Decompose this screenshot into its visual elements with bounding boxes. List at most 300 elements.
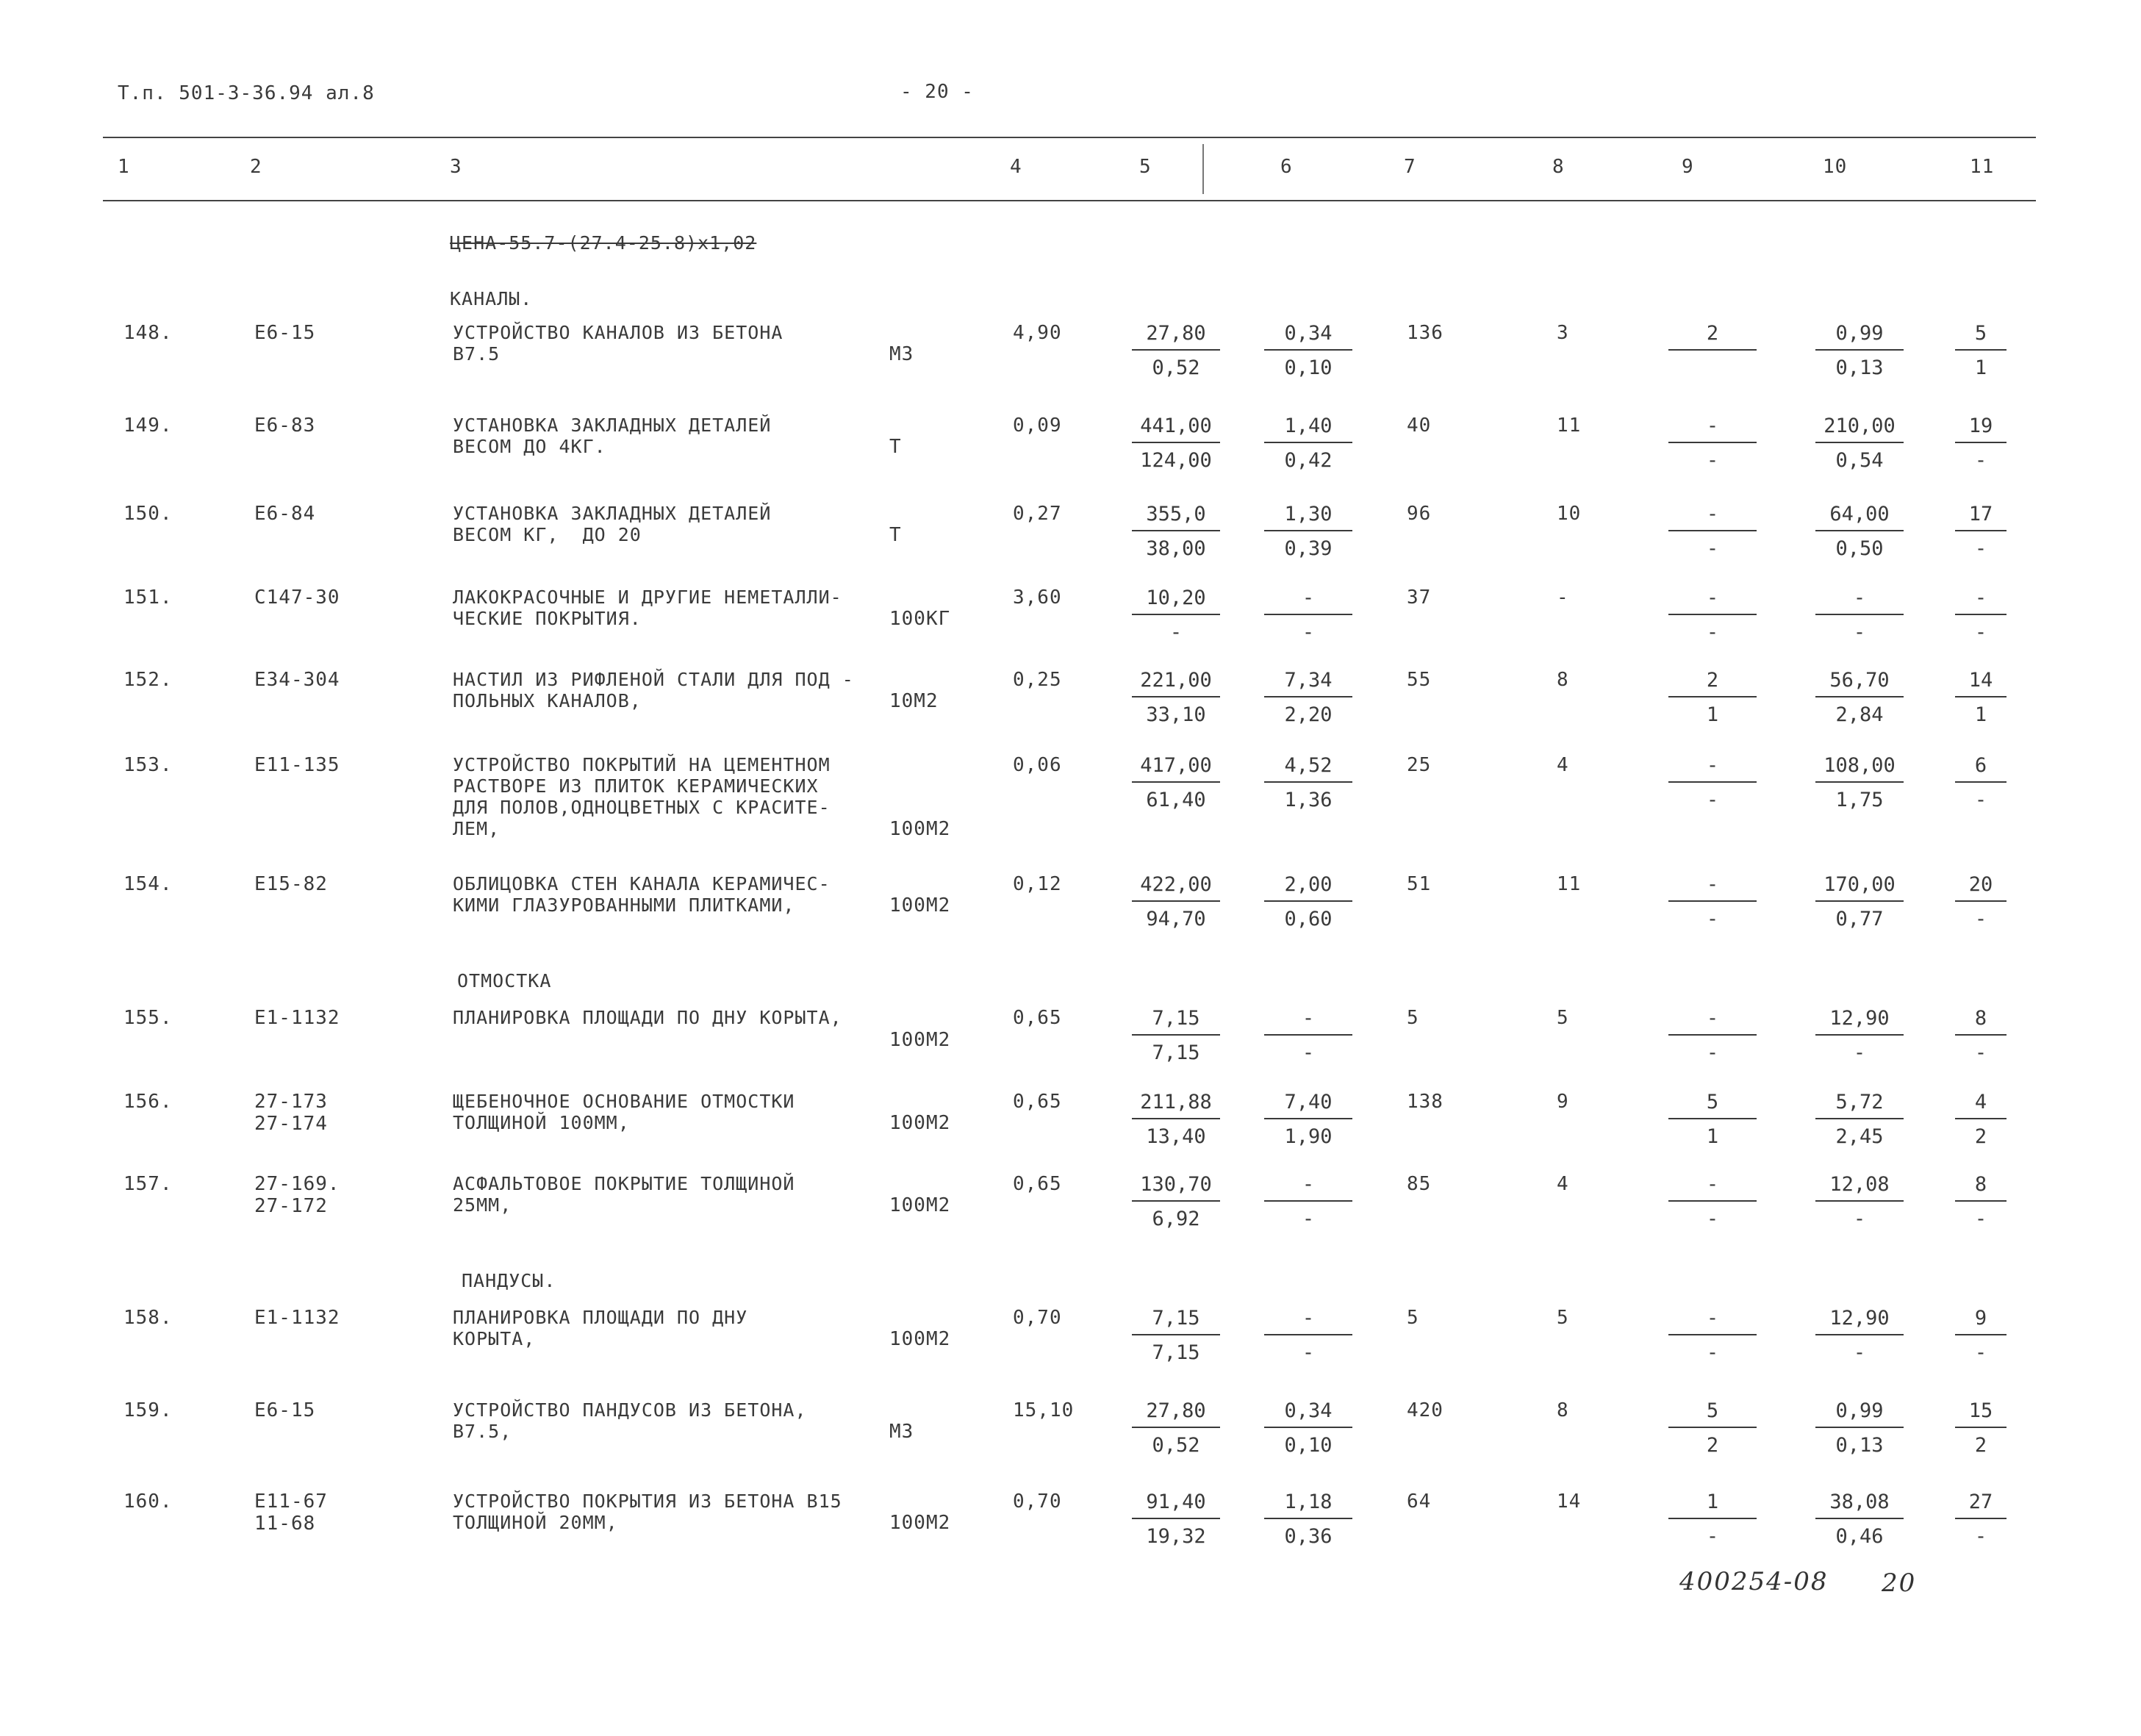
- unit-of-measure: Т: [889, 436, 902, 458]
- column-8-value: 4: [1557, 1173, 1569, 1195]
- work-description: [453, 1091, 795, 1133]
- description-line: ТОЛЩИНОЙ 20ММ,: [453, 1512, 618, 1533]
- column-10-value-bottom: -: [1853, 1208, 1866, 1230]
- work-description: [453, 873, 831, 916]
- column-9-value: [1668, 1399, 1757, 1457]
- row-number: 157.: [123, 1173, 173, 1195]
- labor-value: 37: [1407, 587, 1432, 609]
- cost-machines-top: 2,00: [1264, 873, 1352, 902]
- cost-machines-top: -: [1264, 587, 1352, 615]
- column-9-value-top: 5: [1668, 1399, 1757, 1428]
- column-8-value: 9: [1557, 1091, 1569, 1113]
- unit-of-measure: М3: [889, 343, 914, 365]
- column-9-value-bottom: -: [1706, 1341, 1719, 1364]
- column-10-value-top: -: [1815, 587, 1904, 615]
- cost-total-top: 422,00: [1132, 873, 1220, 902]
- column-header-3: 3: [450, 156, 462, 178]
- description-line: 25ММ,: [453, 1194, 512, 1216]
- description-line: УСТРОЙСТВО ПАНДУСОВ ИЗ БЕТОНА,: [453, 1399, 807, 1421]
- description-line: ЛАКОКРАСОЧНЫЕ И ДРУГИЕ НЕМЕТАЛЛИ-: [453, 587, 842, 608]
- column-9-value-bottom: 1: [1706, 703, 1719, 726]
- work-description: [453, 1007, 842, 1028]
- column-9-value-bottom: -: [1706, 789, 1719, 811]
- header-top-rule: [103, 137, 2036, 138]
- cost-machines-top: -: [1264, 1307, 1352, 1335]
- column-header-1: 1: [118, 156, 130, 178]
- quantity: 0,65: [1013, 1007, 1062, 1029]
- cost-machines-top: 1,18: [1264, 1491, 1352, 1519]
- row-number: 154.: [123, 873, 173, 895]
- cost-total: [1132, 322, 1220, 379]
- column-11-value: [1955, 669, 2006, 726]
- unit-of-measure: 100КГ: [889, 608, 951, 630]
- column-header-10: 10: [1823, 156, 1848, 178]
- cost-total-top: 91,40: [1132, 1491, 1220, 1519]
- column-8-value: 8: [1557, 1399, 1569, 1421]
- description-line: УСТРОЙСТВО ПОКРЫТИЯ ИЗ БЕТОНА В15: [453, 1491, 842, 1512]
- section-heading-pandusy: ПАНДУСЫ.: [462, 1270, 556, 1291]
- column-9-value-top: -: [1668, 1307, 1757, 1335]
- cost-total: [1132, 415, 1220, 472]
- rate-code: 27-169.: [254, 1173, 340, 1195]
- cost-machines: [1264, 415, 1352, 472]
- cost-total-bottom: 6,92: [1152, 1208, 1200, 1230]
- column-9-value: [1668, 322, 1757, 356]
- column-9-value: [1668, 503, 1757, 560]
- cost-total-top: 7,15: [1132, 1007, 1220, 1036]
- description-line: РАСТВОРЕ ИЗ ПЛИТОК КЕРАМИЧЕСКИХ: [453, 775, 819, 797]
- column-11-bottom: -: [1974, 1525, 1987, 1548]
- column-9-value-top: -: [1668, 503, 1757, 531]
- cost-machines-bottom: 0,10: [1284, 356, 1333, 379]
- column-10-value: [1815, 322, 1904, 379]
- cost-total-bottom: 7,15: [1152, 1341, 1200, 1364]
- rate-code: 27-173: [254, 1091, 328, 1113]
- row-number: 160.: [123, 1491, 173, 1513]
- cost-total-bottom: 38,00: [1146, 537, 1206, 560]
- labor-value: 420: [1407, 1399, 1444, 1421]
- column-10-value-bottom: -: [1853, 621, 1866, 644]
- cost-total: [1132, 1399, 1220, 1457]
- column-header-8: 8: [1552, 156, 1565, 178]
- cost-machines: [1264, 754, 1352, 811]
- column-9-value: [1668, 1091, 1757, 1148]
- column-9-value-top: -: [1668, 1173, 1757, 1202]
- column-9-value-top: 1: [1668, 1491, 1757, 1519]
- rate-code: Е1-1132: [254, 1307, 340, 1329]
- cost-total-top: 27,80: [1132, 322, 1220, 351]
- column-11-bottom: -: [1974, 789, 1987, 811]
- unit-of-measure: 100М2: [889, 1194, 951, 1216]
- column-10-value-top: 108,00: [1815, 754, 1904, 783]
- description-line: ЛЕМ,: [453, 818, 501, 839]
- cost-total-top: 221,00: [1132, 669, 1220, 697]
- document-code: Т.п. 501-3-36.94 ал.8: [118, 82, 375, 104]
- cost-machines-bottom: -: [1302, 1208, 1315, 1230]
- section-heading-kanaly: КАНАЛЫ.: [450, 288, 533, 309]
- cost-machines-bottom: 0,60: [1284, 908, 1333, 930]
- column-9-value: [1668, 669, 1757, 726]
- column-11-value: [1955, 1307, 2006, 1364]
- cost-machines-bottom: -: [1302, 1041, 1315, 1064]
- quantity: 0,25: [1013, 669, 1062, 691]
- column-9-value-top: -: [1668, 415, 1757, 443]
- column-header-2: 2: [250, 156, 262, 178]
- column-8-value: 5: [1557, 1007, 1569, 1029]
- cost-total: [1132, 587, 1220, 644]
- cost-machines-bottom: -: [1302, 621, 1315, 644]
- rate-code: Е11-135: [254, 754, 340, 776]
- row-number: 152.: [123, 669, 173, 691]
- cost-total-top: 211,88: [1132, 1091, 1220, 1119]
- cost-machines-top: -: [1264, 1007, 1352, 1036]
- description-line: КИМИ ГЛАЗУРОВАННЫМИ ПЛИТКАМИ,: [453, 894, 795, 916]
- column-11-bottom: -: [1974, 621, 1987, 644]
- cost-machines-top: -: [1264, 1173, 1352, 1202]
- column-11-value: [1955, 1007, 2006, 1064]
- cost-machines-top: 4,52: [1264, 754, 1352, 783]
- row-number: 156.: [123, 1091, 173, 1113]
- column-header-9: 9: [1682, 156, 1694, 178]
- column-10-value: [1815, 415, 1904, 472]
- cost-total-top: 7,15: [1132, 1307, 1220, 1335]
- description-line: ЩЕБЕНОЧНОЕ ОСНОВАНИЕ ОТМОСТКИ: [453, 1091, 795, 1112]
- column-10-value: [1815, 1091, 1904, 1148]
- column-11-value: [1955, 587, 2006, 644]
- column-10-value-bottom: 0,46: [1835, 1525, 1884, 1548]
- labor-value: 64: [1407, 1491, 1432, 1513]
- unit-of-measure: 100М2: [889, 1512, 951, 1534]
- column-10-value-bottom: 0,77: [1835, 908, 1884, 930]
- column-9-value-bottom: -: [1706, 908, 1719, 930]
- rate-code: Е6-15: [254, 1399, 316, 1421]
- column-10-value-top: 12,90: [1815, 1307, 1904, 1335]
- work-description: [453, 587, 842, 629]
- cost-total: [1132, 1091, 1220, 1148]
- cost-total-bottom: 124,00: [1140, 449, 1212, 472]
- column-10-value-top: 170,00: [1815, 873, 1904, 902]
- header-bottom-rule: [103, 200, 2036, 201]
- column-11-bottom: -: [1974, 908, 1987, 930]
- description-line: ПЛАНИРОВКА ПЛОЩАДИ ПО ДНУ: [453, 1307, 748, 1328]
- description-line: ВЕСОМ КГ, ДО 20: [453, 524, 642, 545]
- column-8-value: 3: [1557, 322, 1569, 344]
- column-10-value-bottom: 0,13: [1835, 356, 1884, 379]
- cost-total-top: 130,70: [1132, 1173, 1220, 1202]
- cost-total-bottom: 19,32: [1146, 1525, 1206, 1548]
- rate-code: Е34-304: [254, 669, 340, 691]
- labor-value: 40: [1407, 415, 1432, 437]
- cost-total-top: 27,80: [1132, 1399, 1220, 1428]
- description-line: УСТАНОВКА ЗАКЛАДНЫХ ДЕТАЛЕЙ: [453, 503, 772, 524]
- row-number: 153.: [123, 754, 173, 776]
- cost-total-bottom: 0,52: [1152, 356, 1200, 379]
- rate-code: Е6-83: [254, 415, 316, 437]
- column-8-value: 11: [1557, 873, 1582, 895]
- column-11-top: 8: [1955, 1007, 2006, 1036]
- quantity: 0,70: [1013, 1491, 1062, 1513]
- cost-machines-top: 1,30: [1264, 503, 1352, 531]
- cost-total: [1132, 754, 1220, 811]
- unit-of-measure: 10М2: [889, 690, 939, 712]
- description-line: ВЕСОМ ДО 4КГ.: [453, 436, 606, 457]
- description-line: ЧЕСКИЕ ПОКРЫТИЯ.: [453, 608, 642, 629]
- rate-code: Е6-15: [254, 322, 316, 344]
- cost-total-top: 10,20: [1132, 587, 1220, 615]
- description-line: ОБЛИЦОВКА СТЕН КАНАЛА КЕРАМИЧЕС-: [453, 873, 831, 894]
- column-header-5: 5: [1139, 156, 1152, 178]
- rate-code: Е6-84: [254, 503, 316, 525]
- row-number: 159.: [123, 1399, 173, 1421]
- column-11-bottom: 1: [1974, 356, 1987, 379]
- quantity: 0,70: [1013, 1307, 1062, 1329]
- quantity: 0,09: [1013, 415, 1062, 437]
- cost-total-bottom: -: [1169, 621, 1183, 644]
- quantity: 0,12: [1013, 873, 1062, 895]
- column-9-value-bottom: -: [1706, 1525, 1719, 1548]
- section-heading-otmostka: ОТМОСТКА: [457, 970, 552, 991]
- row-number: 158.: [123, 1307, 173, 1329]
- description-line: ДЛЯ ПОЛОВ,ОДНОЦВЕТНЫХ С КРАСИТЕ-: [453, 797, 831, 818]
- column-10-value-top: 56,70: [1815, 669, 1904, 697]
- rate-code: Е11-67: [254, 1491, 328, 1513]
- column-9-value-bottom: -: [1706, 449, 1719, 472]
- column-11-bottom: -: [1974, 537, 1987, 560]
- column-9-value: [1668, 1307, 1757, 1364]
- column-8-value: 5: [1557, 1307, 1569, 1329]
- unit-of-measure: М3: [889, 1421, 914, 1443]
- column-header-4: 4: [1010, 156, 1022, 178]
- cost-total-bottom: 61,40: [1146, 789, 1206, 811]
- quantity: 0,27: [1013, 503, 1062, 525]
- work-description: [453, 1307, 747, 1349]
- description-line: ПЛАНИРОВКА ПЛОЩАДИ ПО ДНУ КОРЫТА,: [453, 1007, 842, 1028]
- column-11-top: 6: [1955, 754, 2006, 783]
- document-stamp: 400254-08: [1679, 1567, 1829, 1596]
- quantity: 0,06: [1013, 754, 1062, 776]
- column-8-value: -: [1557, 587, 1569, 609]
- cost-machines-bottom: 1,36: [1284, 789, 1333, 811]
- cost-total-top: 355,0: [1132, 503, 1220, 531]
- column-9-value: [1668, 873, 1757, 930]
- labor-value: 136: [1407, 322, 1444, 344]
- column-10-value-bottom: 0,13: [1835, 1434, 1884, 1457]
- column-10-value: [1815, 503, 1904, 560]
- quantity: 3,60: [1013, 587, 1062, 609]
- cost-total-top: 417,00: [1132, 754, 1220, 783]
- description-line: УСТРОЙСТВО КАНАЛОВ ИЗ БЕТОНА: [453, 322, 783, 343]
- work-description: [453, 503, 771, 545]
- row-number: 149.: [123, 415, 173, 437]
- cost-total-top: 441,00: [1132, 415, 1220, 443]
- cost-machines-bottom: 2,20: [1284, 703, 1333, 726]
- column-9-value: [1668, 1007, 1757, 1064]
- column-10-value: [1815, 1307, 1904, 1364]
- column-header-11: 11: [1970, 156, 1995, 178]
- column-10-value-bottom: 2,84: [1835, 703, 1884, 726]
- quantity: 4,90: [1013, 322, 1062, 344]
- column-10-value-bottom: -: [1853, 1041, 1866, 1064]
- cost-machines: [1264, 1399, 1352, 1457]
- cost-machines-bottom: 1,90: [1284, 1125, 1333, 1148]
- column-11-top: 15: [1955, 1399, 2006, 1428]
- column-10-value-top: 64,00: [1815, 503, 1904, 531]
- work-description: [453, 669, 854, 711]
- row-number: 151.: [123, 587, 173, 609]
- column-11-bottom: 2: [1974, 1434, 1987, 1457]
- column-9-value-bottom: 2: [1706, 1434, 1719, 1457]
- labor-value: 85: [1407, 1173, 1432, 1195]
- column-10-value: [1815, 587, 1904, 644]
- column-9-value: [1668, 415, 1757, 472]
- cost-total-bottom: 0,52: [1152, 1434, 1200, 1457]
- column-11-bottom: 2: [1974, 1125, 1987, 1148]
- work-description: [453, 415, 771, 457]
- column-10-value-top: 210,00: [1815, 415, 1904, 443]
- column-header-7: 7: [1404, 156, 1416, 178]
- column-10-value-top: 5,72: [1815, 1091, 1904, 1119]
- row-number: 150.: [123, 503, 173, 525]
- description-line: ТОЛЩИНОЙ 100ММ,: [453, 1112, 630, 1133]
- cost-machines: [1264, 873, 1352, 930]
- column-11-top: 14: [1955, 669, 2006, 697]
- unit-of-measure: 100М2: [889, 1029, 951, 1051]
- description-line: В7.5,: [453, 1421, 512, 1442]
- cost-machines: [1264, 1091, 1352, 1148]
- column-10-value: [1815, 1399, 1904, 1457]
- cost-total: [1132, 873, 1220, 930]
- cost-total-bottom: 13,40: [1146, 1125, 1206, 1148]
- cost-total: [1132, 1491, 1220, 1548]
- cost-machines-bottom: 0,39: [1284, 537, 1333, 560]
- column-10-value-top: 38,08: [1815, 1491, 1904, 1519]
- column-11-value: [1955, 1173, 2006, 1230]
- column-11-value: [1955, 415, 2006, 472]
- column-11-bottom: -: [1974, 1208, 1987, 1230]
- row-number: 148.: [123, 322, 173, 344]
- cost-machines: [1264, 669, 1352, 726]
- rate-code: Е1-1132: [254, 1007, 340, 1029]
- work-description: [453, 322, 783, 365]
- column-9-value-bottom: -: [1706, 1041, 1719, 1064]
- labor-value: 55: [1407, 669, 1432, 691]
- description-line: УСТРОЙСТВО ПОКРЫТИЙ НА ЦЕМЕНТНОМ: [453, 754, 831, 775]
- column-10-value: [1815, 873, 1904, 930]
- cost-machines-top: 0,34: [1264, 1399, 1352, 1428]
- column-10-value-top: 0,99: [1815, 322, 1904, 351]
- labor-value: 5: [1407, 1007, 1419, 1029]
- work-description: [453, 1173, 795, 1216]
- rate-code: С147-30: [254, 587, 340, 609]
- rate-code: 27-172: [254, 1195, 328, 1217]
- column-9-value-bottom: -: [1706, 1208, 1719, 1230]
- description-line: НАСТИЛ ИЗ РИФЛЕНОЙ СТАЛИ ДЛЯ ПОД -: [453, 669, 854, 690]
- column-header-6: 6: [1280, 156, 1293, 178]
- column-9-value-bottom: [1668, 351, 1757, 356]
- column-11-top: 9: [1955, 1307, 2006, 1335]
- description-line: В7.5: [453, 343, 501, 365]
- column-9-value-bottom: 1: [1706, 1125, 1719, 1148]
- unit-of-measure: 100М2: [889, 1112, 951, 1134]
- column-10-value-bottom: -: [1853, 1341, 1866, 1364]
- labor-value: 96: [1407, 503, 1432, 525]
- unit-of-measure: 100М2: [889, 818, 951, 840]
- column-11-bottom: -: [1974, 1341, 1987, 1364]
- rate-code: Е15-82: [254, 873, 328, 895]
- column-9-value-bottom: -: [1706, 621, 1719, 644]
- price-note: ЦЕНА-55.7-(27.4-25.8)х1,02: [450, 232, 757, 254]
- column-9-value-top: -: [1668, 587, 1757, 615]
- column-10-value: [1815, 754, 1904, 811]
- column-9-value: [1668, 587, 1757, 644]
- cost-machines: [1264, 1173, 1352, 1230]
- unit-of-measure: Т: [889, 524, 902, 546]
- column-9-value-top: 5: [1668, 1091, 1757, 1119]
- column-divider: [1202, 144, 1204, 194]
- quantity: 0,65: [1013, 1173, 1062, 1195]
- labor-value: 51: [1407, 873, 1432, 895]
- cost-total: [1132, 1007, 1220, 1064]
- column-9-value-top: -: [1668, 754, 1757, 783]
- cost-machines-top: 0,34: [1264, 322, 1352, 351]
- column-8-value: 4: [1557, 754, 1569, 776]
- column-10-value: [1815, 1491, 1904, 1548]
- column-9-value-top: -: [1668, 873, 1757, 902]
- work-description: [453, 754, 831, 839]
- column-10-value-top: 0,99: [1815, 1399, 1904, 1428]
- column-9-value-top: 2: [1668, 669, 1757, 697]
- column-11-top: 17: [1955, 503, 2006, 531]
- labor-value: 25: [1407, 754, 1432, 776]
- column-8-value: 11: [1557, 415, 1582, 437]
- column-9-value-top: 2: [1668, 322, 1757, 351]
- column-10-value-bottom: 2,45: [1835, 1125, 1884, 1148]
- column-11-value: [1955, 1091, 2006, 1148]
- row-number: 155.: [123, 1007, 173, 1029]
- column-8-value: 14: [1557, 1491, 1582, 1513]
- column-11-bottom: -: [1974, 449, 1987, 472]
- cost-total-bottom: 7,15: [1152, 1041, 1200, 1064]
- description-line: АСФАЛЬТОВОЕ ПОКРЫТИЕ ТОЛЩИНОЙ: [453, 1173, 795, 1194]
- cost-machines-top: 7,34: [1264, 669, 1352, 697]
- column-9-value-bottom: -: [1706, 537, 1719, 560]
- column-11-top: 19: [1955, 415, 2006, 443]
- cost-total-bottom: 94,70: [1146, 908, 1206, 930]
- column-11-value: [1955, 1491, 2006, 1548]
- column-10-value: [1815, 1007, 1904, 1064]
- column-10-value-bottom: 1,75: [1835, 789, 1884, 811]
- unit-of-measure: 100М2: [889, 1328, 951, 1350]
- cost-machines-top: 7,40: [1264, 1091, 1352, 1119]
- column-9-value: [1668, 1173, 1757, 1230]
- cost-total: [1132, 1173, 1220, 1230]
- column-11-top: 20: [1955, 873, 2006, 902]
- labor-value: 138: [1407, 1091, 1444, 1113]
- column-10-value-top: 12,90: [1815, 1007, 1904, 1036]
- column-11-top: -: [1955, 587, 2006, 615]
- column-10-value-top: 12,08: [1815, 1173, 1904, 1202]
- column-9-value: [1668, 1491, 1757, 1548]
- cost-total-bottom: 33,10: [1146, 703, 1206, 726]
- column-11-top: 27: [1955, 1491, 2006, 1519]
- cost-total: [1132, 669, 1220, 726]
- column-10-value-bottom: 0,54: [1835, 449, 1884, 472]
- column-9-value-top: -: [1668, 1007, 1757, 1036]
- cost-machines: [1264, 587, 1352, 644]
- cost-total: [1132, 503, 1220, 560]
- unit-of-measure: 100М2: [889, 894, 951, 917]
- cost-machines: [1264, 1491, 1352, 1548]
